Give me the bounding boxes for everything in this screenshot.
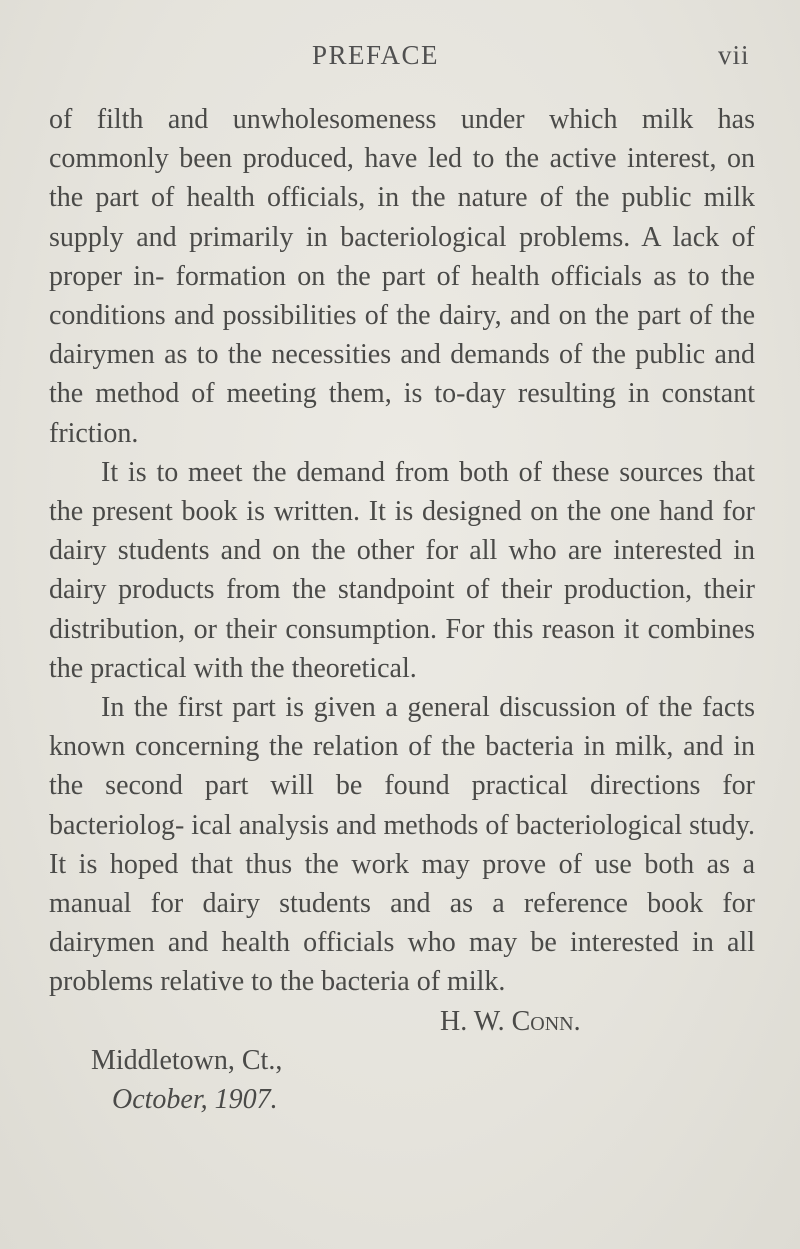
running-head <box>0 40 800 80</box>
paragraph-3: In the first part is given a general discussion of the facts known concerning the relation of the bacteria in milk, and in the second part will be found practical directions for bacteriolog- ical analysis and methods of bacteriological study. It is hoped that thus the work may prove of use both as a manual for dairy students and as a reference book for dairymen and health officials who may be interested in all problems relative to the bacteria of milk. <box>49 692 755 998</box>
date-line: October, 1907. <box>112 1084 278 1116</box>
place-line: Middletown, Ct., <box>91 1044 283 1076</box>
signature-initials: H. W. <box>440 1005 505 1037</box>
running-title: PREFACE <box>312 40 440 70</box>
paragraph-2: It is to meet the demand from both of these sources that the present book is written. It is designed on the one hand for dairy students and on the other for all who are interested in dairy products from the standpoint of their production, their distribution, or their consumption. For this reason it combines the practical with the theoretical. <box>49 456 755 684</box>
body-text <box>49 100 755 1119</box>
paragraph-1: of filth and unwholesomeness under which milk has commonly been produced, have led to the active interest, on the part of health officials, in the nature of the public milk supply and primarily in bacteriological problems. A lack of proper in- formation on the part of health officials as to the conditions and possibilities of the dairy, and on the part of the dairymen as to the necessities and demands of the public and the method of meeting them, is to-day resulting in constant friction. <box>49 104 755 449</box>
page-number: vii <box>718 40 750 70</box>
author-signature <box>49 1002 755 1041</box>
signature-surname: Conn. <box>511 1005 581 1037</box>
